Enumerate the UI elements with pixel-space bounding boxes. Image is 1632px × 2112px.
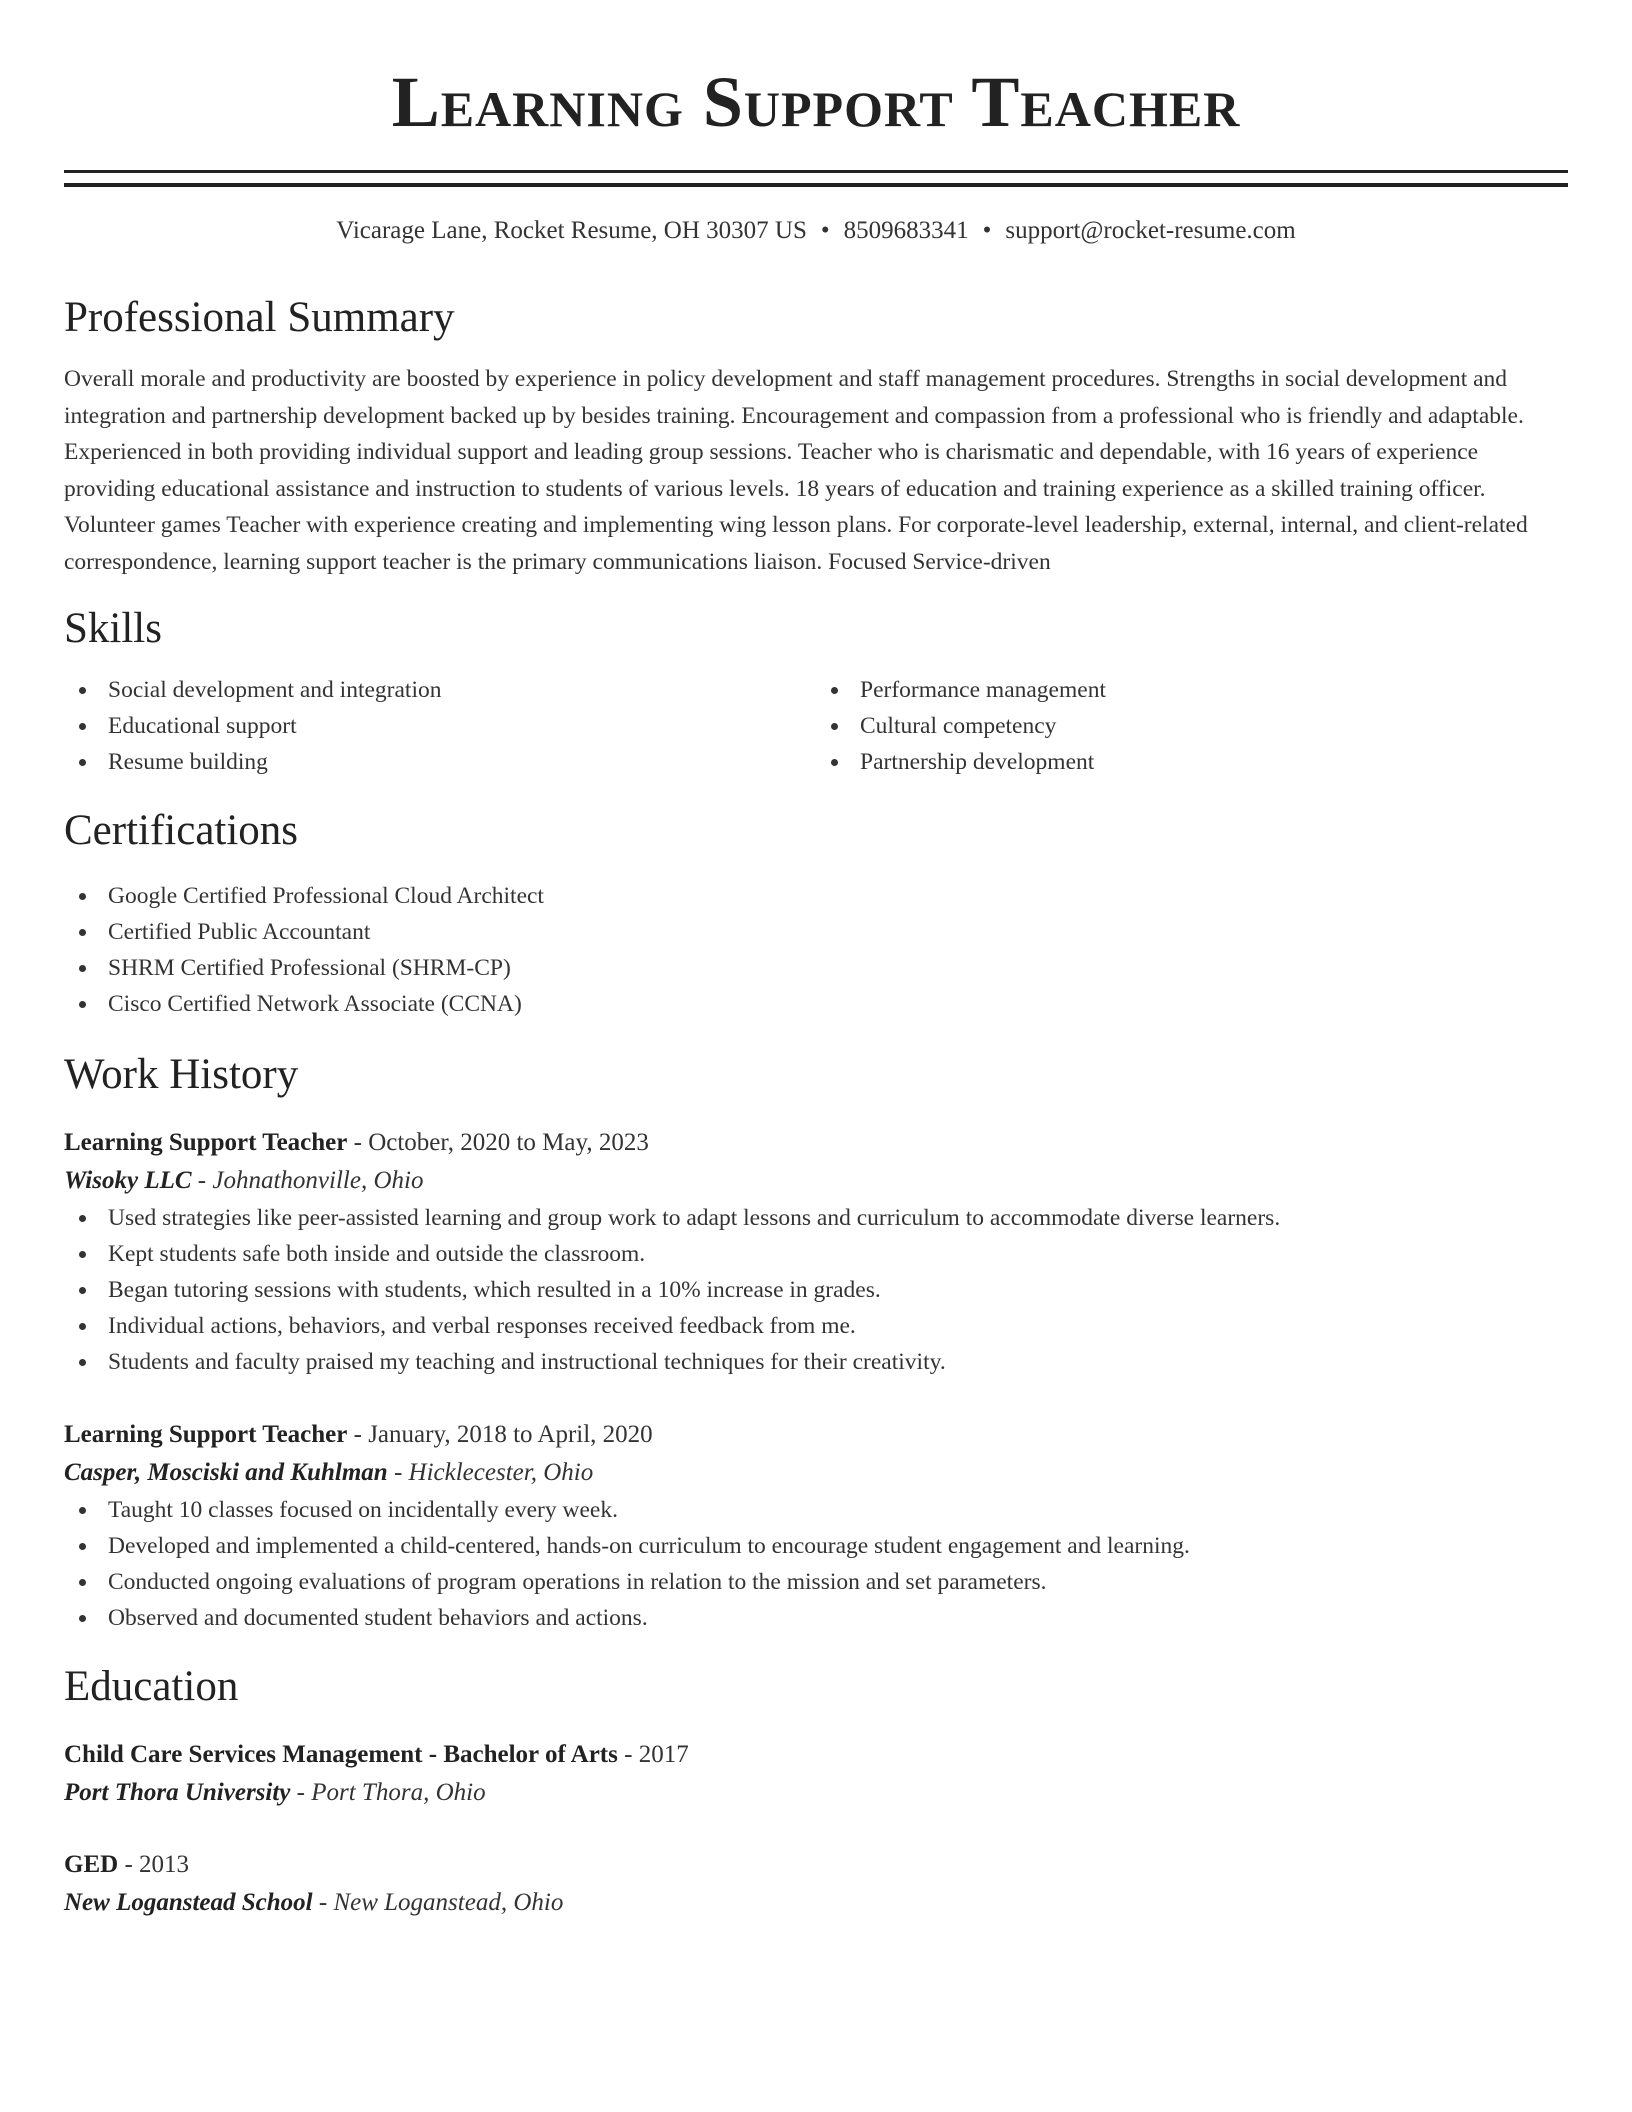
skills-list-left: [64, 672, 816, 780]
education-header: Child Care Services Management - Bachelor of Arts - 2017: [64, 1741, 689, 1768]
header-double-rule: [64, 170, 1568, 187]
bullet-dot: [79, 1615, 86, 1622]
bullet-dot: [79, 929, 86, 936]
education-heading: Education: [64, 1663, 239, 1710]
job-entry: [64, 1416, 1568, 1636]
bullet-dot: [79, 1251, 86, 1258]
job-bullet-text: Taught 10 classes focused on incidentally every week.: [108, 1497, 618, 1523]
bullet-dot: [831, 687, 838, 694]
bullet-dot: [79, 1323, 86, 1330]
skill-text: Cultural competency: [860, 713, 1057, 739]
certification-text: Cisco Certified Network Associate (CCNA): [108, 991, 522, 1017]
job-header: Learning Support Teacher - October, 2020 to May, 2023: [64, 1129, 649, 1156]
skill-item: [64, 744, 816, 780]
bullet-dot: [79, 759, 86, 766]
education-year: 2013: [139, 1851, 190, 1878]
education-degree: Child Care Services Management - Bachelor of Arts: [64, 1741, 618, 1768]
bullet-dot: [79, 1543, 86, 1550]
job-bullet: [64, 1308, 1568, 1344]
certification-item: [64, 986, 1568, 1022]
education-school: Port Thora University: [64, 1779, 291, 1806]
bullet-dot: [79, 965, 86, 972]
job-employer: Wisoky LLC - Johnathonville, Ohio: [64, 1167, 424, 1194]
skill-item: [816, 744, 1568, 780]
bullet-dot: [79, 893, 86, 900]
contact-line: [64, 215, 1568, 247]
certification-text: Certified Public Accountant: [108, 919, 371, 945]
bullet-dot: [831, 723, 838, 730]
skills-list-right: [816, 672, 1568, 780]
bullet-dot: [79, 723, 86, 730]
job-dates: October, 2020 to May, 2023: [368, 1129, 649, 1156]
job-bullet: [64, 1272, 1568, 1308]
bullet-dot: [831, 759, 838, 766]
education-location: New Loganstead, Ohio: [333, 1889, 564, 1916]
bullet-dot: [79, 1507, 86, 1514]
bullet-dot: [79, 1215, 86, 1222]
certification-item: [64, 914, 1568, 950]
job-location: Hicklecester, Ohio: [408, 1459, 594, 1486]
skills-columns: [64, 672, 1568, 780]
skill-item: [816, 672, 1568, 708]
bullet-dot: [79, 687, 86, 694]
job-header: Learning Support Teacher - January, 2018 to April, 2020: [64, 1421, 653, 1448]
resume-name: Learning Support Teacher: [391, 62, 1241, 142]
job-bullet: [64, 1600, 1568, 1636]
bullet-dot: [79, 1287, 86, 1294]
job-company: Wisoky LLC: [64, 1167, 192, 1194]
job-bullet-text: Conducted ongoing evaluations of program operations in relation to the mission and set parameters.: [108, 1569, 1047, 1595]
education-year: 2017: [638, 1741, 689, 1768]
education-entry: [64, 1736, 1568, 1812]
certification-item: [64, 878, 1568, 914]
skill-text: Social development and integration: [108, 677, 442, 703]
contact-separator: •: [982, 217, 992, 244]
skills-heading: Skills: [64, 605, 162, 652]
bullet-dot: [79, 1001, 86, 1008]
job-location: Johnathonville, Ohio: [212, 1167, 424, 1194]
job-role: Learning Support Teacher: [64, 1129, 348, 1156]
certifications-list: [64, 878, 1568, 1022]
job-bullet-text: Began tutoring sessions with students, which resulted in a 10% increase in grades.: [108, 1277, 881, 1303]
education-degree: GED: [64, 1851, 119, 1878]
skill-text: Performance management: [860, 677, 1106, 703]
job-bullet: [64, 1200, 1568, 1236]
contact-address: Vicarage Lane, Rocket Resume, OH 30307 US: [336, 217, 807, 244]
job-bullet-text: Kept students safe both inside and outside the classroom.: [108, 1241, 646, 1267]
job-bullet: [64, 1564, 1568, 1600]
education-location: Port Thora, Ohio: [311, 1779, 486, 1806]
job-bullet-text: Individual actions, behaviors, and verbal responses received feedback from me.: [108, 1313, 856, 1339]
job-bullet-text: Developed and implemented a child-centered, hands-on curriculum to encourage student engagement and learning.: [108, 1533, 1190, 1559]
summary-text: Overall morale and productivity are boosted by experience in policy development and staff management procedures. Strengths in social development and integration and partnership development backed up by besides training. Encouragement and compassion from a professional who is friendly and adaptable. Experienced in both providing individual support and leading group sessions. Teacher who is charismatic and dependable, with 16 years of experience providing educational assistance and instruction to students of various levels. 18 years of education and training experience as a skilled training officer. Volunteer games Teacher with experience creating and implementing wing lesson plans. For corporate-level leadership, external, internal, and client-related correspondence, learning support teacher is the primary communications liaison. Focused Service-driven: [64, 366, 1528, 575]
skill-text: Resume building: [108, 749, 268, 775]
job-bullet: [64, 1344, 1568, 1380]
skill-text: Partnership development: [860, 749, 1095, 775]
certifications-heading: Certifications: [64, 807, 299, 854]
summary-heading: Professional Summary: [64, 294, 455, 341]
job-bullet: [64, 1528, 1568, 1564]
contact-email: support@rocket-resume.com: [1005, 217, 1296, 244]
contact-separator: •: [820, 217, 830, 244]
skill-text: Educational support: [108, 713, 297, 739]
job-bullet-text: Observed and documented student behaviors and actions.: [108, 1605, 648, 1631]
skill-item: [816, 708, 1568, 744]
job-entry: [64, 1124, 1568, 1380]
skill-item: [64, 708, 816, 744]
job-company: Casper, Mosciski and Kuhlman: [64, 1459, 388, 1486]
work-history-heading: Work History: [64, 1051, 299, 1098]
education-institution: Port Thora University - Port Thora, Ohio: [64, 1779, 486, 1806]
contact-phone: 8509683341: [843, 217, 969, 244]
education-header: GED - 2013: [64, 1851, 190, 1878]
education-institution: New Loganstead School - New Loganstead, Ohio: [64, 1889, 564, 1916]
job-bullets: [64, 1200, 1568, 1380]
certification-text: Google Certified Professional Cloud Architect: [108, 883, 544, 909]
job-bullet-text: Students and faculty praised my teaching and instructional techniques for their creativity.: [108, 1349, 946, 1375]
education-entry: [64, 1846, 1568, 1922]
education-school: New Loganstead School: [64, 1889, 313, 1916]
skill-item: [64, 672, 816, 708]
bullet-dot: [79, 1579, 86, 1586]
job-bullet: [64, 1236, 1568, 1272]
job-dates: January, 2018 to April, 2020: [368, 1421, 653, 1448]
certification-text: SHRM Certified Professional (SHRM-CP): [108, 955, 511, 981]
job-employer: Casper, Mosciski and Kuhlman - Hicklecester, Ohio: [64, 1459, 594, 1486]
job-role: Learning Support Teacher: [64, 1421, 348, 1448]
job-bullets: [64, 1492, 1568, 1636]
certification-item: [64, 950, 1568, 986]
job-bullet-text: Used strategies like peer-assisted learning and group work to adapt lessons and curriculum to accommodate diverse learners.: [108, 1205, 1281, 1231]
job-bullet: [64, 1492, 1568, 1528]
bullet-dot: [79, 1359, 86, 1366]
